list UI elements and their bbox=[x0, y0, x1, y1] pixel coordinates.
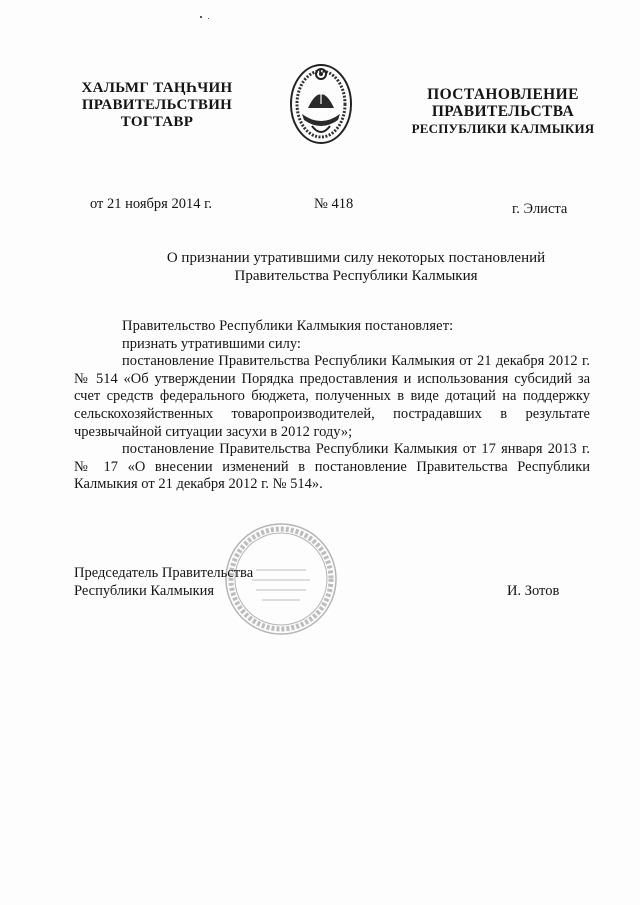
document-title-line-1: О признании утратившими силу некоторых постановлений bbox=[166, 250, 546, 266]
header-russian-line-2: ПРАВИТЕЛЬСТВА bbox=[431, 103, 575, 120]
body-paragraph-item-2: постановление Правительства Республики Калмыкия от 17 января 2013 г. № 17 «О внесении изменений в постановление Правительства Республики Калмыкия от 21 декабря 2012 г. № 514». bbox=[74, 441, 590, 493]
document-title-line-2: Правительства Республики Калмыкия bbox=[234, 268, 478, 284]
header-kalmyk-line-1: ХАЛЬМГ ТАҢҺЧИН bbox=[81, 80, 233, 96]
signature-name: И. Зотов bbox=[507, 583, 560, 599]
header-russian bbox=[398, 86, 608, 137]
body-paragraph-item-1: постановление Правительства Республики Калмыкия от 21 декабря 2012 г. № 514 «Об утверждении Порядка предоставления и использования субсидий за счет средств федерального бюджета, полученных в виде дотаций на поддержку сельскохозяйственных товаропроизводителей, пострадавших в результате чрезвычайной ситуации засухи в 2012 году»; bbox=[74, 353, 590, 440]
signature-position-line-1: Председатель Правительства bbox=[74, 565, 254, 581]
document-number: № 418 bbox=[314, 196, 354, 212]
header-russian-line-3: РЕСПУБЛИКИ КАЛМЫКИЯ bbox=[411, 121, 595, 136]
body-paragraph-resolves: Правительство Республики Калмыкия постановляет: bbox=[122, 318, 454, 334]
header-russian-line-1: ПОСТАНОВЛЕНИЕ bbox=[427, 86, 579, 103]
signature-position bbox=[74, 564, 253, 600]
signature-position-line-2: Республики Калмыкия bbox=[74, 583, 215, 599]
document-title bbox=[150, 249, 562, 285]
body-paragraph-repeal: признать утратившими силу: bbox=[122, 335, 301, 352]
emblem-of-kalmykia-icon bbox=[288, 58, 354, 146]
header-kalmyk-line-3: ТОГТАВР bbox=[120, 114, 194, 130]
scan-speck bbox=[208, 18, 209, 19]
document-body bbox=[74, 318, 590, 494]
document-date: от 21 ноября 2014 г. bbox=[90, 196, 213, 212]
document-city: г. Элиста bbox=[512, 201, 568, 217]
header-kalmyk bbox=[62, 80, 252, 131]
header-kalmyk-line-2: ПРАВИТЕЛЬСТВИН bbox=[81, 97, 233, 113]
scan-speck bbox=[200, 16, 202, 18]
